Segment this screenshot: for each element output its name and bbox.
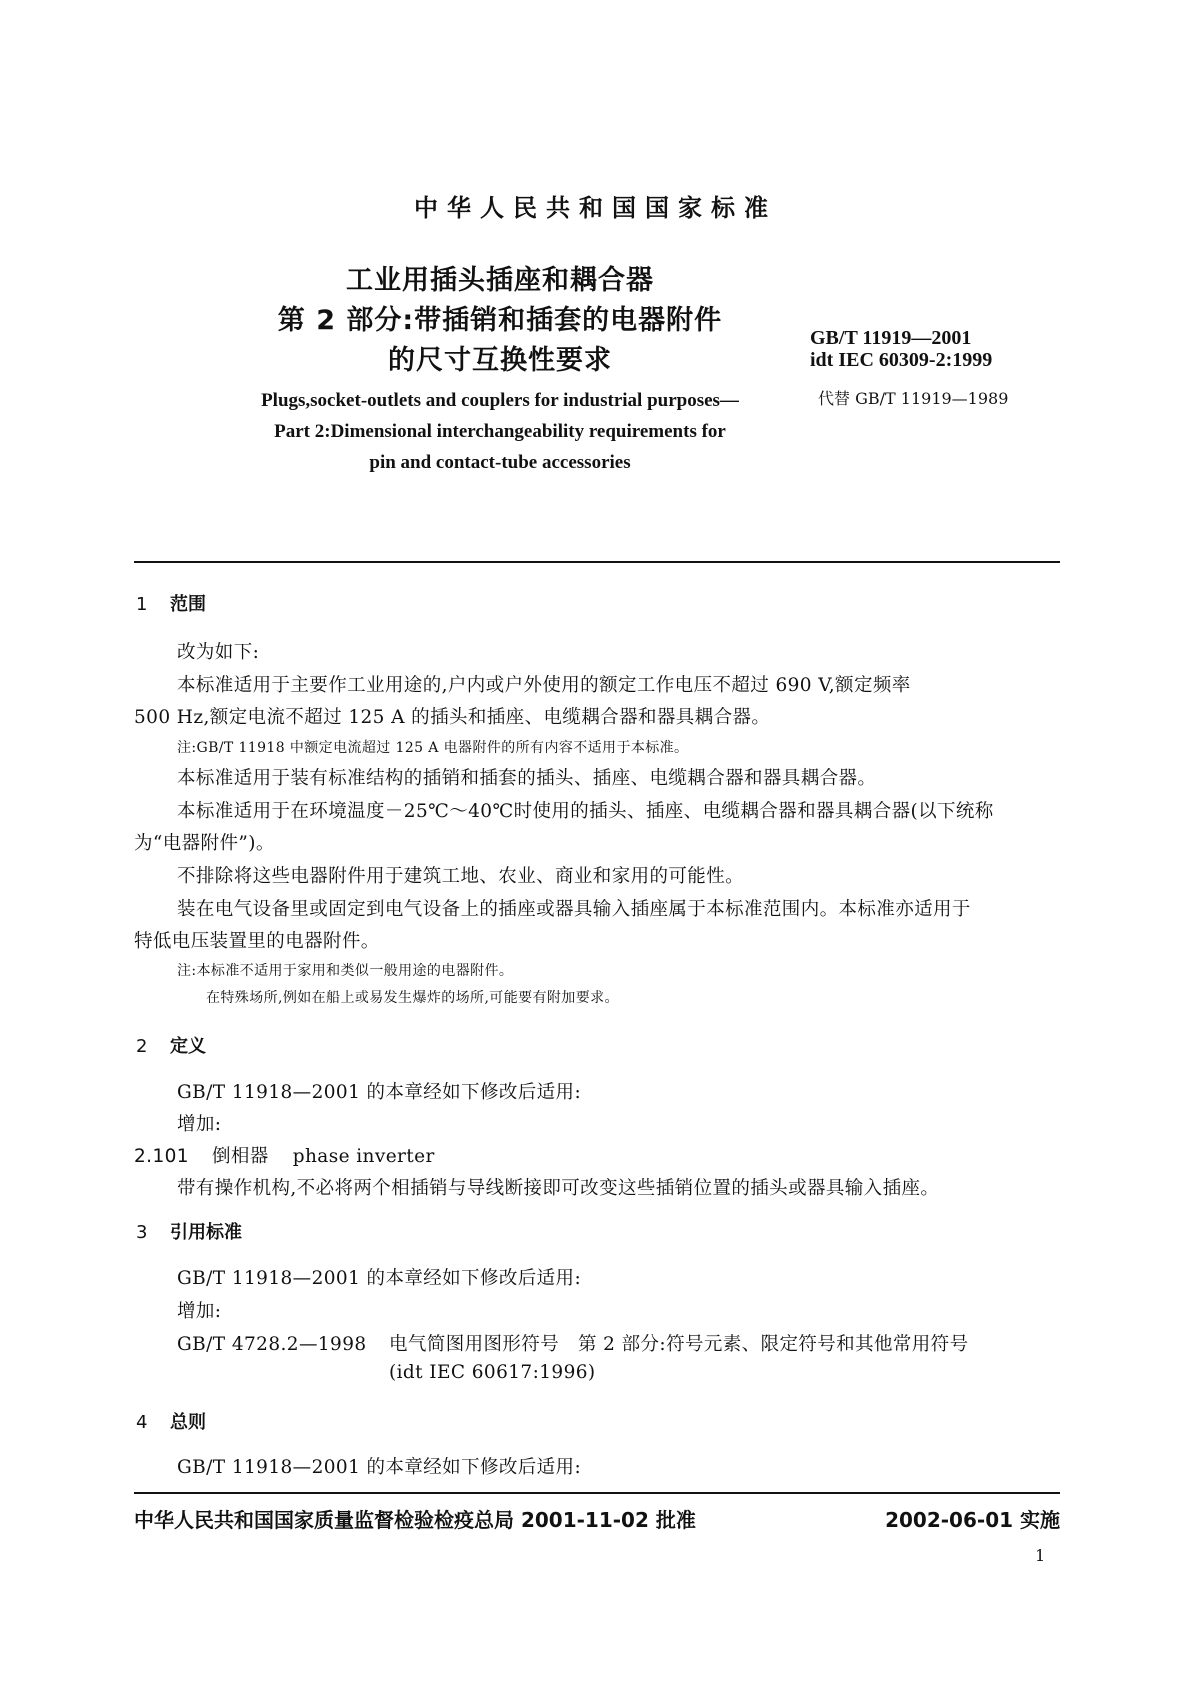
- en-title-line-3: pin and contact-tube accessories: [369, 452, 631, 473]
- en-title-line-1: Plugs,socket-outlets and couplers for industrial purposes—: [261, 390, 739, 411]
- s2-paragraph-2: 增加:: [177, 1114, 222, 1135]
- footer-divider: [134, 1492, 1060, 1494]
- s1-paragraph-4b: 为“电器附件”)。: [134, 833, 275, 854]
- page-number: 1: [1035, 1546, 1046, 1565]
- section-1-number: 1: [136, 594, 148, 615]
- section-3-heading: [136, 1218, 242, 1244]
- section-2-heading: [136, 1032, 206, 1058]
- section-3-title: 引用标准: [170, 1222, 242, 1243]
- reference-code: GB/T 4728.2—1998: [177, 1334, 367, 1355]
- s1-note-2a: 注:本标准不适用于家用和类似一般用途的电器附件。: [177, 963, 514, 979]
- s1-paragraph-6a: 装在电气设备里或固定到电气设备上的插座或器具输入插座属于本标准范围内。本标准亦适用于: [177, 899, 971, 920]
- cn-title-line-3: 的尺寸互换性要求: [388, 345, 612, 376]
- s1-paragraph-2b: 500 Hz,额定电流不超过 125 A 的插头和插座、电缆耦合器和器具耦合器。: [134, 707, 771, 728]
- section-1-heading: [136, 590, 206, 616]
- definition-2-101: [134, 1142, 435, 1168]
- definition-term-en: phase inverter: [292, 1146, 435, 1167]
- s4-paragraph-1: GB/T 11918—2001 的本章经如下修改后适用:: [177, 1457, 582, 1478]
- s1-paragraph-2a: 本标准适用于主要作工业用途的,户内或户外使用的额定工作电压不超过 690 V,额定频率: [177, 675, 911, 696]
- idt-reference: idt IEC 60309-2:1999: [810, 349, 993, 371]
- s3-paragraph-1: GB/T 11918—2001 的本章经如下修改后适用:: [177, 1268, 582, 1289]
- section-4-heading: [136, 1408, 206, 1434]
- implementation-date: 2002-06-01 实施: [885, 1508, 1060, 1532]
- header-divider: [134, 561, 1060, 563]
- s1-paragraph-3: 本标准适用于装有标准结构的插销和插套的插头、插座、电缆耦合器和器具耦合器。: [177, 768, 877, 789]
- national-standard-heading: 中华人民共和国国家标准: [414, 193, 777, 222]
- s3-paragraph-2: 增加:: [177, 1301, 222, 1322]
- cn-title-line-2: 第 2 部分:带插销和插套的电器附件: [277, 305, 723, 336]
- reference-idt: (idt IEC 60617:1996): [389, 1362, 596, 1383]
- s1-paragraph-4a: 本标准适用于在环境温度－25℃～40℃时使用的插头、插座、电缆耦合器和器具耦合器(以下统称: [177, 801, 994, 822]
- s1-paragraph-5: 不排除将这些电器附件用于建筑工地、农业、商业和家用的可能性。: [177, 866, 745, 887]
- section-3-number: 3: [136, 1222, 148, 1243]
- reference-gb-t-4728-2: [177, 1330, 968, 1356]
- s1-note-1: 注:GB/T 11918 中额定电流超过 125 A 电器附件的所有内容不适用于本标准。: [177, 740, 689, 756]
- s1-paragraph-1: 改为如下:: [177, 642, 260, 663]
- replaces-reference: 代替 GB/T 11919—1989: [818, 389, 1009, 408]
- definition-text: 带有操作机构,不必将两个相插销与导线断接即可改变这些插销位置的插头或器具输入插座。: [177, 1178, 940, 1199]
- section-4-title: 总则: [170, 1412, 206, 1433]
- s1-paragraph-6b: 特低电压装置里的电器附件。: [134, 931, 380, 952]
- approval-line: 中华人民共和国国家质量监督检验检疫总局 2001-11-02 批准: [134, 1508, 696, 1532]
- standard-code: GB/T 11919—2001: [810, 327, 972, 349]
- cn-title-line-1: 工业用插头插座和耦合器: [346, 265, 654, 296]
- s2-paragraph-1: GB/T 11918—2001 的本章经如下修改后适用:: [177, 1082, 582, 1103]
- section-2-title: 定义: [170, 1036, 206, 1057]
- s1-note-2b: 在特殊场所,例如在船上或易发生爆炸的场所,可能要有附加要求。: [206, 990, 619, 1006]
- definition-number: 2.101: [134, 1146, 189, 1167]
- en-title-line-2: Part 2:Dimensional interchangeability requirements for: [274, 421, 726, 442]
- section-1-title: 范围: [170, 594, 206, 615]
- definition-term: 倒相器: [212, 1146, 269, 1167]
- reference-title: 电气简图用图形符号 第 2 部分:符号元素、限定符号和其他常用符号: [389, 1334, 969, 1355]
- section-4-number: 4: [136, 1412, 148, 1433]
- section-2-number: 2: [136, 1036, 148, 1057]
